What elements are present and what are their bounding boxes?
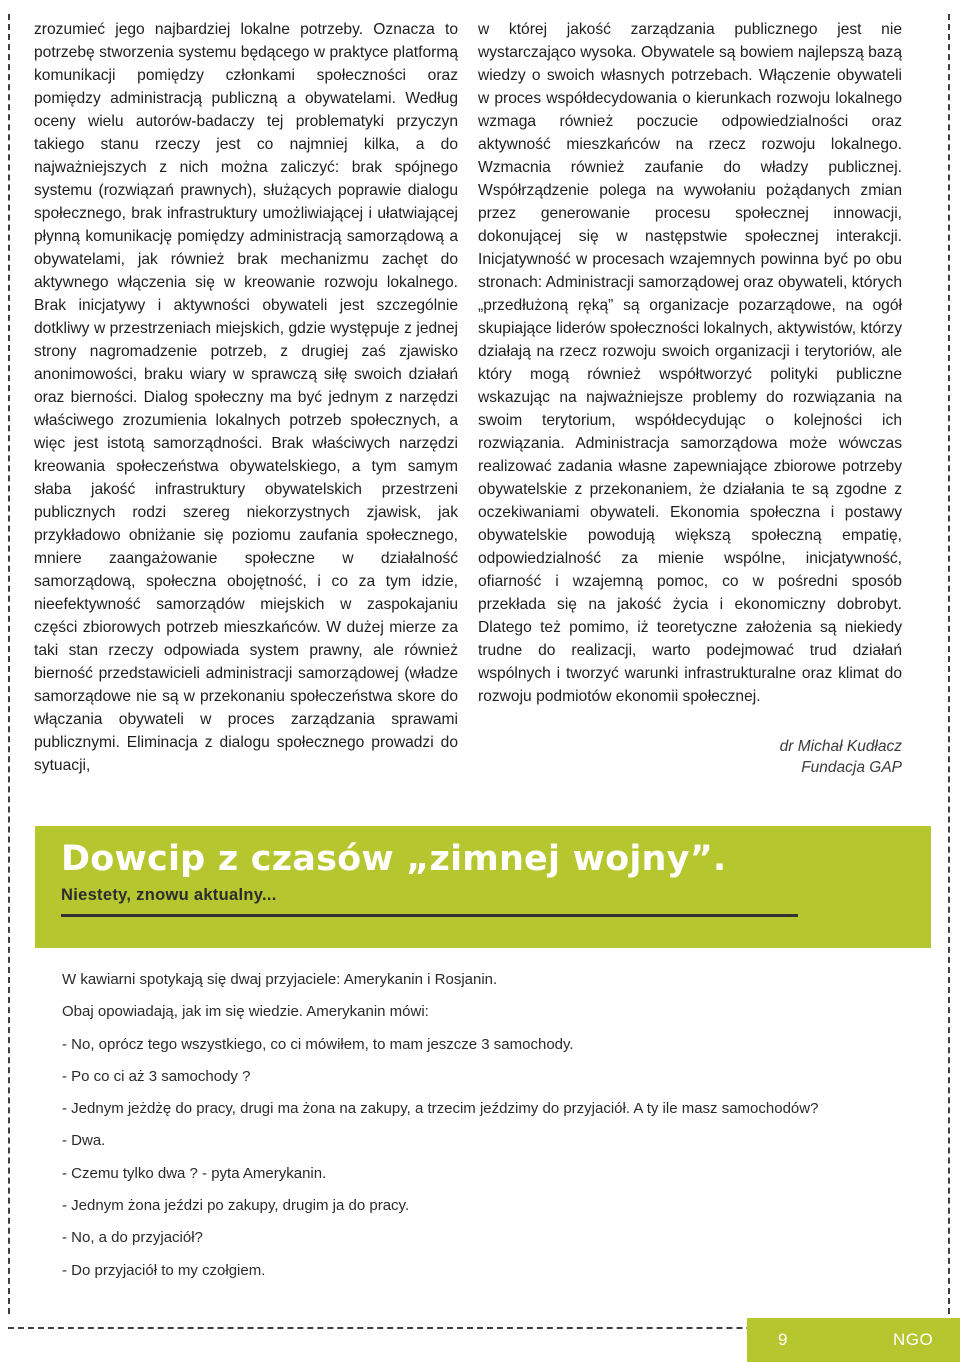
- joke-line: W kawiarni spotykają się dwaj przyjaciele: Amerykanin i Rosjanin.: [62, 971, 498, 988]
- joke-line: Obaj opowiadają, jak im się wiedzie. Amerykanin mówi:: [62, 1003, 429, 1021]
- banner-divider: [61, 914, 798, 917]
- joke-line: - Dwa.: [62, 1132, 106, 1150]
- section-label: NGO: [893, 1330, 934, 1349]
- joke-line: - No, a do przyjaciół?: [62, 1229, 203, 1247]
- article-column-left: zrozumieć jego najbardziej lokalne potrzeby. Oznacza to potrzebę stworzenia systemu będącego w praktyce platformą komunikacji pomiędzy członkami społeczności oraz pomiędzy administracją publiczną a obywatelami. Według oceny wielu autorów-badaczy tej problematyki przyczyn takiego stanu rzeczy jest co najmniej kilka, a do najważniejszych z nich można zaliczyć: brak spójnego systemu (rozwiązań prawnych), służących poprawie dialogu społecznego, brak infrastruktury umożliwiającej i ułatwiającej płynną komunikację pomiędzy administracją samorządową a obywatelami, jak również brak mechanizmu zachęt do aktywnego włączenia się w kreowanie rozwoju lokalnego. Brak inicjatywy i aktywności obywateli jest szczególnie dotkliwy w przestrzeniach miejskich, gdzie występuje z jednej strony nagromadzenie potrzeb, z drugiej zaś zjawisko anonimowości, braku wiary w sprawczą siłę swoich działań oraz bierności. Dialog społeczny ma być jednym z narzędzi właściwego zrozumienia lokalnych potrzeb społecznych, a więc jest istotą samorządności. Brak właściwych narzędzi kreowania społeczeństwa obywatelskiego, a tym samym słaba jakość infrastruktury obywatelskich przestrzeni publicznych rodzi szereg niekorzystnych zjawisk, jak przykładowo obniżanie się poziomu zaufania społecznego, mniere zaangażowanie społeczne w działalność samorządową, społeczna obojętność, i co za tym idzie, nieefektywność samorządów miejskich w zaspokajaniu części zbiorowych potrzeb mieszkańców. W dużej mierze za taki stan rzeczy odpowiada system prawny, ale również bierność przedstawicieli administracji samorządowej (władze samorządowe nie są w przekonaniu społeczeństwa skore do włączania obywateli w proces zarządzania sprawami publicznymi. Eliminacja z dialogu społecznego prowadzi do sytuacji,: [34, 21, 458, 774]
- article-column-right: w której jakość zarządzania publicznego jest nie wystarczająco wysoka. Obywatele są bowiem najlepszą bazą wiedzy o swoich własnych potrzebach. Włączenie obywateli w proces współdecydowania o kierunkach rozwoju lokalnego wzmaga również poczucie odpowiedzialności oraz aktywność mieszkańców na rzecz rozwoju lokalnego. Wzmacnia również zaufanie do władzy publicznej. Współrządzenie polega na wywołaniu pożądanych zmian przez generowanie procesu społecznej innowacji, dokonującej się w następstwie społecznej interakcji. Inicjatywność w procesach wzajemnych powinna być po obu stronach: Administracji samorządowej oraz obywateli, których „przedłużoną ręką” są organizacje pozarządowe, na ogół skupiające liderów społeczności lokalnych, aktywistów, którzy działają na rzecz rozwoju swoich organizacji i terytoriów, ale który mogą również współtworzyć polityki publiczne wskazując na najważniejsze problemy do rozwiązania na swoim terytorium, współdecydując o kolejności ich rozwiązania. Administracja samorządowa może wówczas realizować zadania własne zapewniające zbiorowe potrzeby obywatelskie z przekonaniem, że działania te są zgodne z oczekiwaniami obywateli. Ekonomia społeczna i postawy obywatelskie powodują większą społeczną empatię, odpowiedzialność za mienie wspólne, inicjatywność, ofiarność i wzajemną pomoc, co w pośredni sposób przekłada się na jakość życia i ekonomiczny dobrobyt. Dlatego też pomimo, iż teoretyczne założenia są niekiedy trudne do realizacji, warto podejmować trud działań wspólnych i tworzyć warunki infrastrukturalne oraz klimat do rozwoju podmiotów ekonomii społecznej.: [478, 21, 902, 705]
- joke-text: [62, 970, 818, 1293]
- banner-title: Dowcip z czasów „zimnej wojny”.: [61, 839, 727, 879]
- joke-line: - Jednym żona jeździ po zakupy, drugim ja do pracy.: [62, 1197, 410, 1215]
- joke-line: - No, oprócz tego wszystkiego, co ci mówiłem, to mam jeszcze 3 samochody.: [62, 1035, 574, 1053]
- page-number: 9: [778, 1330, 788, 1349]
- joke-line: - Czemu tylko dwa ? - pyta Amerykanin.: [62, 1164, 327, 1182]
- joke-banner: [35, 826, 931, 948]
- joke-line: - Do przyjaciół to my czołgiem.: [62, 1261, 266, 1279]
- page-border-left: [8, 14, 10, 1314]
- article-organization: Fundacja GAP: [801, 759, 902, 776]
- joke-line: - Jednym jeżdżę do pracy, drugi ma żona na zakupy, a trzecim jeździmy do przyjaciół. A ty ile masz samochodów?: [62, 1100, 819, 1118]
- banner-subtitle: Niestety, znowu aktualny...: [61, 886, 277, 904]
- joke-line: - Po co ci aż 3 samochody ?: [62, 1067, 251, 1085]
- article-author: dr Michał Kudłacz: [779, 738, 902, 755]
- page-border-right: [948, 14, 950, 1314]
